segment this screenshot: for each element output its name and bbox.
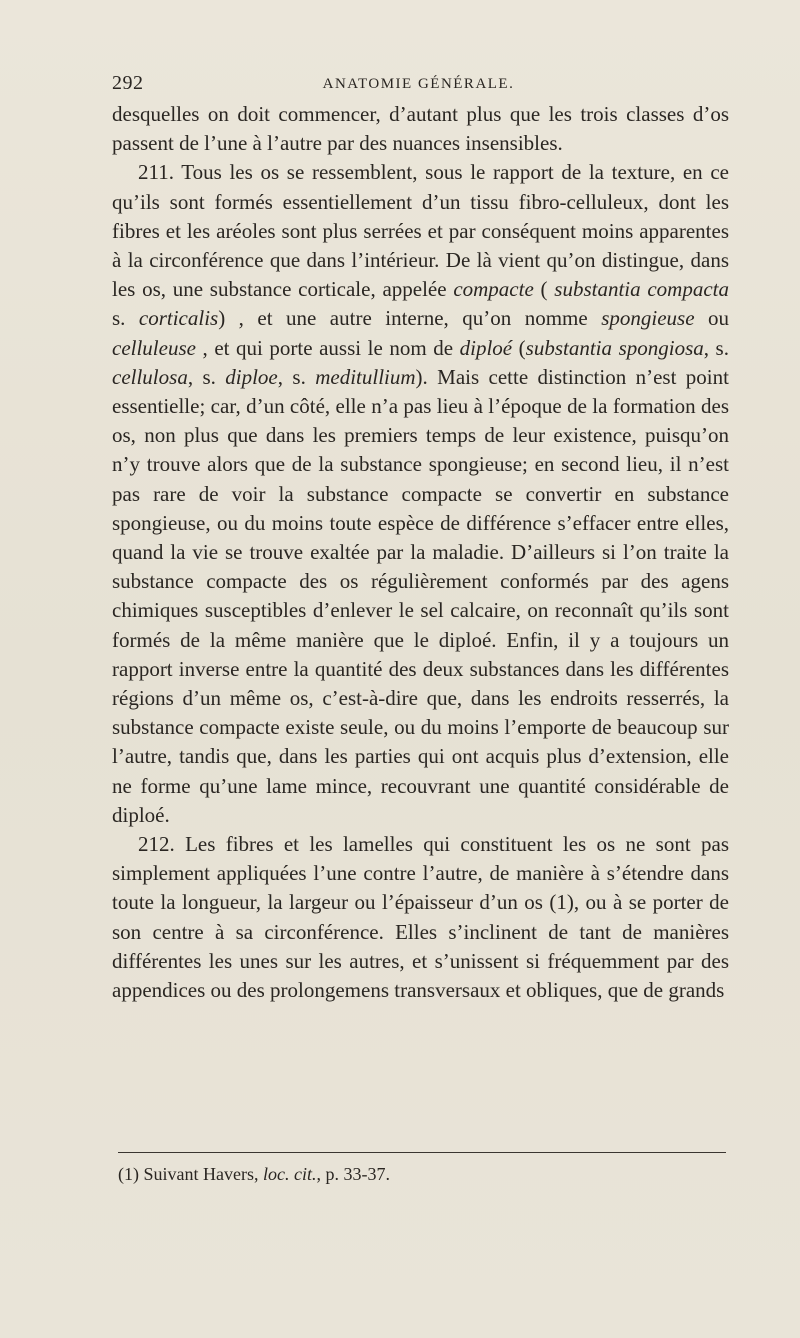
italic-term: diploe <box>225 364 278 389</box>
footnote <box>118 1163 726 1185</box>
footnote-text: (1) Suivant Havers, <box>118 1164 263 1184</box>
text-run: ou <box>694 306 729 331</box>
text-run: ) , et une autre interne, qu’on nomme <box>218 306 602 331</box>
italic-term: meditullium <box>315 364 416 389</box>
italic-term: compacte <box>453 277 534 302</box>
footnote-text: , p. 33-37. <box>316 1164 390 1184</box>
italic-term: celluleuse <box>112 335 196 360</box>
text-run: ( <box>533 277 555 302</box>
italic-term: spongieuse <box>601 306 695 331</box>
paragraph-211 <box>112 158 729 830</box>
italic-term: cellulosa <box>112 364 188 389</box>
italic-term: corticalis <box>138 306 219 331</box>
page-number: 292 <box>112 72 144 94</box>
italic-term: substantia compacta <box>554 277 729 302</box>
text-run: , s. <box>277 364 316 389</box>
italic-term: substantia spongiosa <box>525 335 704 360</box>
footnote-rule <box>118 1152 726 1153</box>
text-run: ( <box>512 335 526 360</box>
running-head: ANATOMIE GÉNÉRALE. <box>322 76 515 92</box>
text-run: , et qui porte aussi le nom de <box>195 335 460 360</box>
text-run: s. <box>112 306 139 331</box>
text-run: , s. <box>187 364 226 389</box>
footnote-italic: loc. cit. <box>262 1164 317 1184</box>
paragraph-continuation: desquelles on doit commencer, d’autant plus que les trois classes d’os passent de l’une à l’autre par des nuances insensibles. <box>112 102 729 156</box>
paragraph-212: 212. Les fibres et les lamelles qui constituent les os ne sont pas simplement appliquées l’une contre l’autre, de manière à s’étendre dans toute la longueur, la largeur ou l’épaisseur d’un os (1), ou à se porter de son centre à sa circonférence. Elles s’inclinent de tant de manières différentes les unes sur les autres, et s’unissent si fréquemment par des appendices ou des prolongemens transversaux et obliques, que de grands <box>112 832 729 1003</box>
text-run: ). Mais cette distinction n’est point essentielle; car, d’un côté, elle n’a pas lieu à l’époque de la formation des os, non plus que dans les premiers temps de leur existence, puisqu’on n’y trouve alors que de la substance spongieuse; en second lieu, il n’est pas rare de voir la substance compacte se convertir en substance spongieuse, ou du moins toute espèce de différence s’effacer entre elles, quand la vie se trouve exaltée par la maladie. D’ailleurs si l’on traite la substance compacte des os régulièrement conformés par des agens chimiques susceptibles d’enlever le sel calcaire, on reconnaît qu’ils sont formés de la même manière que le diploé. Enfin, il y a toujours un rapport inverse entre la quantité des deux substances dans les différentes régions d’un même os, c’est-à-dire que, dans les endroits resserrés, la substance compacte existe seule, ou du moins l’emporte de beaucoup sur l’autre, tandis que, dans les parties qui ont acquis plus d’extension, elle ne forme qu’une lame mince, recouvrant une quantité considérable de diploé. <box>112 364 729 827</box>
italic-term: diploé <box>459 335 513 360</box>
text-run: , s. <box>703 335 729 360</box>
body-text <box>112 100 729 1005</box>
text-run: 211. Tous les os se ressemblent, sous le rapport de la texture, en ce qu’ils sont formés essentiellement d’un tissu fibro-celluleux, dont les fibres et les aréoles sont plus serrées et par conséquent moins apparentes à la circonférence que dans l’intérieur. De là vient qu’on distingue, dans les os, une substance corticale, appelée <box>112 160 729 302</box>
